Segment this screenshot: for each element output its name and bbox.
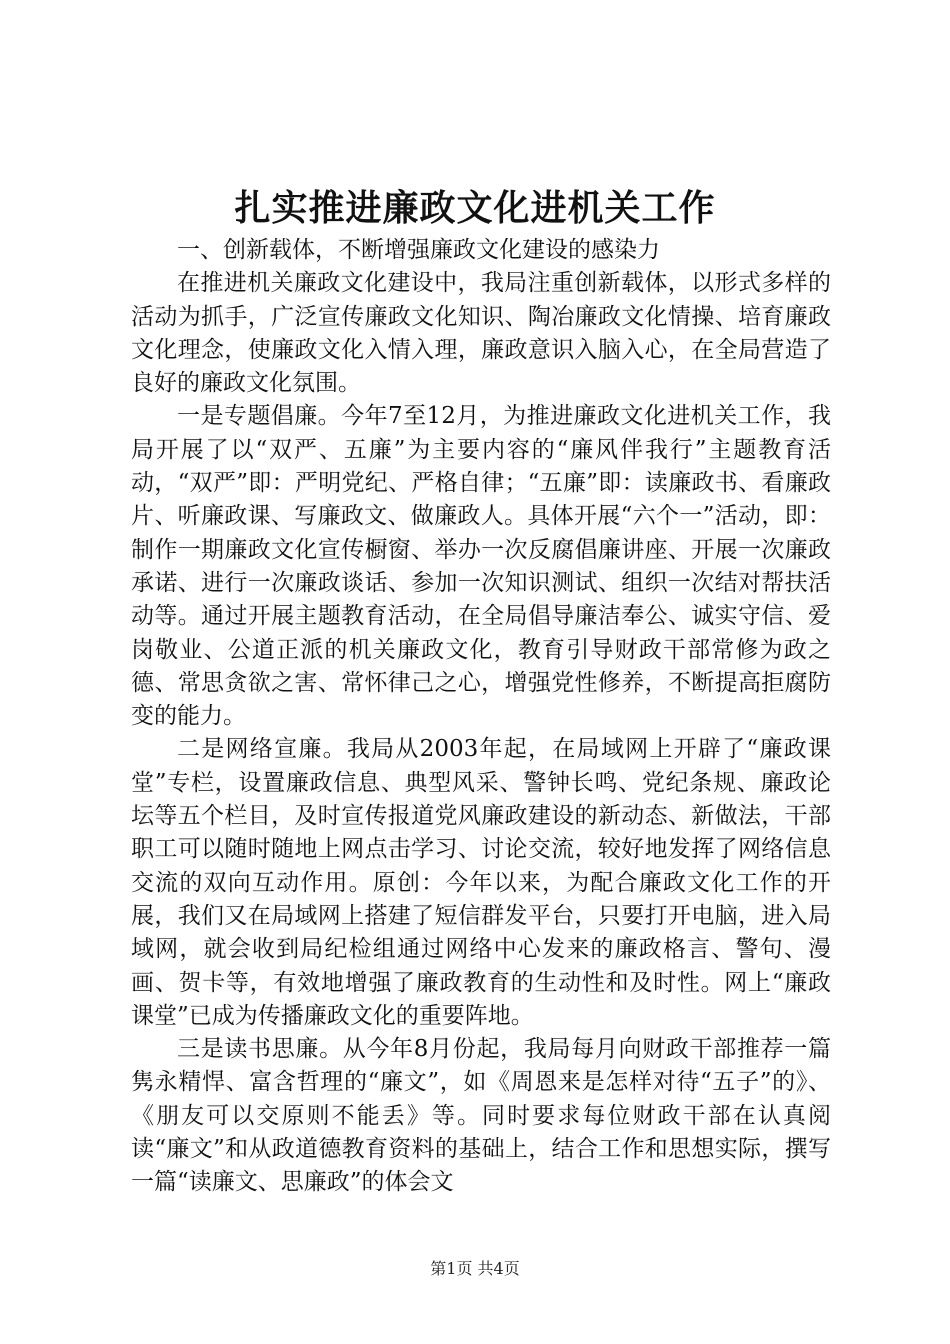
paragraph: 一是专题倡廉。今年7至12月，为推进廉政文化进机关工作，我局开展了以“双严、五廉”为主要内容的“廉风伴我行”主题教育活动，“双严”即：严明党纪、严格自律；“五廉”即：读廉政书、看廉政片、听廉政课、写廉政文、做廉政人。具体开展“六个一”活动，即：制作一期廉政文化宣传橱窗、举办一次反腐倡廉讲座、开展一次廉政承诺、进行一次廉政谈话、参加一次知识测试、组织一次结对帮扶活动等。通过开展主题教育活动，在全局倡导廉洁奉公、诚实守信、爱岗敬业、公道正派的机关廉政文化，教育引导财政干部常修为政之德、常思贪欲之害、常怀律己之心，增强党性修养，不断提高拒腐防变的能力。	[131, 403, 831, 730]
document-title: 扎实推进廉政文化进机关工作	[234, 187, 716, 229]
paragraph: 三是读书思廉。从今年8月份起，我局每月向财政干部推荐一篇隽永精悍、富含哲理的“廉文”，如《周恩来是怎样对待“五子”的》、《朋友可以交原则不能丢》等。同时要求每位财政干部在认真阅读“廉文”和从政道德教育资料的基础上，结合工作和思想实际，撰写一篇“读廉文、思廉政”的体会文	[131, 1036, 831, 1196]
page-footer: 第1页 共4页	[430, 1259, 520, 1278]
paragraph: 在推进机关廉政文化建设中，我局注重创新载体，以形式多样的活动为抓手，广泛宣传廉政文化知识、陶冶廉政文化情操、培育廉政文化理念，使廉政文化入情入理，廉政意识入脑入心，在全局营造了良好的廉政文化氛围。	[131, 270, 831, 397]
section-heading: 一、创新载体，不断增强廉政文化建设的感染力	[177, 237, 660, 263]
paragraph: 二是网络宣廉。我局从2003年起，在局域网上开辟了“廉政课堂”专栏，设置廉政信息、典型风采、警钟长鸣、党纪条规、廉政论坛等五个栏目，及时宣传报道党风廉政建设的新动态、新做法，干部职工可以随时随地上网点击学习、讨论交流，较好地发挥了网络信息交流的双向互动作用。原创：今年以来，为配合廉政文化工作的开展，我们又在局域网上搭建了短信群发平台，只要打开电脑，进入局域网，就会收到局纪检组通过网络中心发来的廉政格言、警句、漫画、贺卡等，有效地增强了廉政教育的生动性和及时性。网上“廉政课堂”已成为传播廉政文化的重要阵地。	[131, 736, 831, 1029]
document-body	[131, 234, 831, 1200]
